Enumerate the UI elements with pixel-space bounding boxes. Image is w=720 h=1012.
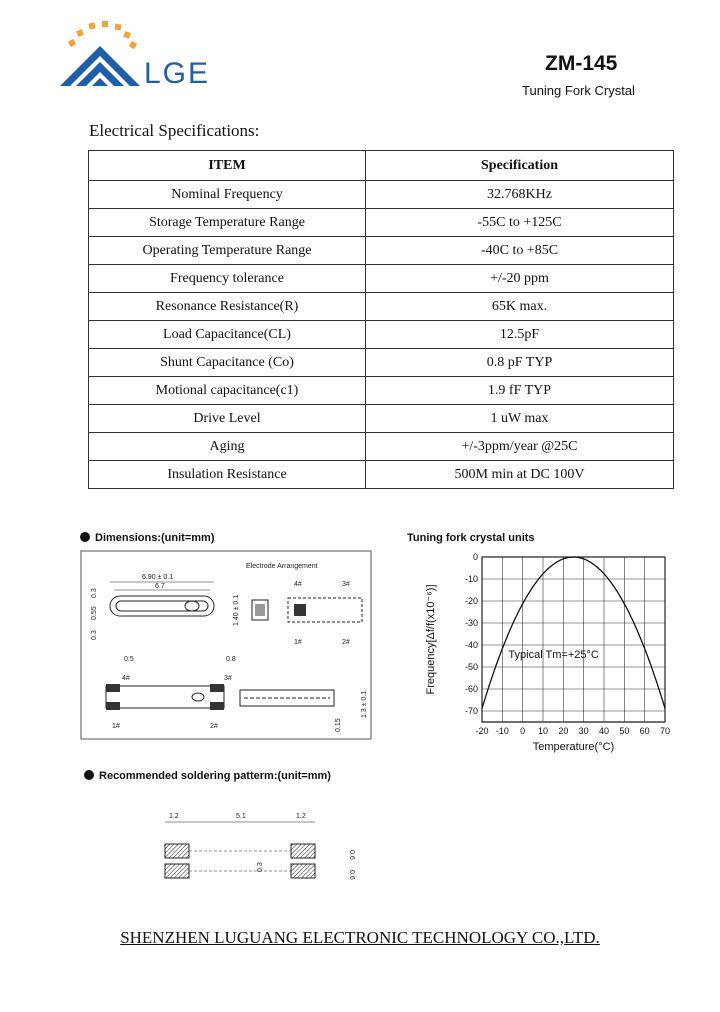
sun-rays-icon bbox=[68, 21, 137, 49]
table-row bbox=[89, 349, 674, 377]
dim-label: 1# bbox=[294, 639, 302, 646]
chart-y-tick-label: -70 bbox=[464, 706, 478, 716]
item-cell: Nominal Frequency bbox=[89, 181, 366, 209]
chart-x-axis-label: Temperature(°C) bbox=[532, 741, 615, 753]
product-code: ZM-145 bbox=[545, 52, 618, 75]
chart-x-tick-label: 50 bbox=[619, 726, 630, 736]
spec-cell: 1 uW max bbox=[366, 405, 674, 433]
table-row bbox=[89, 181, 674, 209]
dimensions-title bbox=[80, 532, 214, 544]
soldering-title bbox=[84, 770, 331, 782]
chart-y-tick-label: -50 bbox=[464, 662, 478, 672]
dim-label: 0.55 bbox=[91, 606, 98, 620]
chart-y-tick-label: -60 bbox=[464, 684, 478, 694]
company-footer: SHENZHEN LUGUANG ELECTRONIC TECHNOLOGY CO.,LTD. bbox=[120, 928, 600, 947]
dimensions-title-text: Dimensions:(unit=mm) bbox=[95, 532, 215, 544]
dim-label: 1.40 ± 0.1 bbox=[233, 594, 240, 626]
solder-label: 0.3 bbox=[257, 862, 264, 872]
company-logo bbox=[56, 18, 246, 96]
spec-cell: 500M min at DC 100V bbox=[366, 461, 674, 489]
table-row bbox=[89, 265, 674, 293]
dim-label: 6.7 bbox=[155, 583, 165, 590]
chart-series-line bbox=[482, 557, 665, 709]
dim-label: 0.3 bbox=[91, 630, 98, 640]
solder-label: 0.6 bbox=[348, 870, 355, 880]
table-row bbox=[89, 293, 674, 321]
dimensions-drawing bbox=[80, 550, 372, 740]
table-header-row bbox=[89, 151, 674, 181]
item-cell: Shunt Capacitance (Co) bbox=[89, 349, 366, 377]
solder-pad bbox=[291, 864, 315, 878]
chart-y-tick-label: -30 bbox=[464, 618, 478, 628]
chart-y-tick-label: -40 bbox=[464, 640, 478, 650]
solder-label: 1.2 bbox=[169, 813, 179, 820]
section-heading: Electrical Specifications: bbox=[89, 121, 260, 140]
item-cell: Storage Temperature Range bbox=[89, 209, 366, 237]
dim-label: 6.90 ± 0.1 bbox=[142, 574, 174, 581]
item-cell: Operating Temperature Range bbox=[89, 237, 366, 265]
electrode-label: Electrode Arrangement bbox=[246, 563, 318, 570]
column-header-item: ITEM bbox=[89, 151, 366, 181]
item-cell: Load Capacitance(CL) bbox=[89, 321, 366, 349]
tuning-chart-title: Tuning fork crystal units bbox=[407, 532, 535, 544]
dim-label: 0.8 bbox=[226, 656, 236, 663]
dim-label: 3# bbox=[342, 581, 350, 588]
table-row bbox=[89, 377, 674, 405]
chart-x-tick-label: 40 bbox=[598, 726, 610, 736]
item-cell: Motional capacitance(c1) bbox=[89, 377, 366, 405]
spec-cell: 65K max. bbox=[366, 293, 674, 321]
spec-table bbox=[88, 150, 674, 489]
solder-label: 5.1 bbox=[236, 813, 246, 820]
dim-label: 2# bbox=[210, 723, 218, 730]
chart-y-tick-label: -20 bbox=[464, 596, 478, 606]
crystal-bottom-view bbox=[106, 686, 224, 708]
drawing-frame bbox=[81, 551, 371, 739]
spec-cell: -55C to +125C bbox=[366, 209, 674, 237]
chart-plot-area bbox=[482, 557, 665, 722]
table-row bbox=[89, 209, 674, 237]
dim-label: 0.15 bbox=[335, 718, 342, 732]
table-row bbox=[89, 433, 674, 461]
spec-cell: +/-20 ppm bbox=[366, 265, 674, 293]
dim-label: 3# bbox=[224, 675, 232, 682]
chart-annotation: Typical Tm=+25°C bbox=[508, 649, 599, 662]
logo-text: LGE bbox=[144, 57, 211, 90]
chart-y-axis-label: Frequency[Δf/f(x10⁻⁶)] bbox=[425, 584, 437, 695]
solder-pad bbox=[291, 844, 315, 858]
bullet-icon bbox=[80, 532, 90, 542]
dim-label: 2# bbox=[342, 639, 350, 646]
soldering-drawing bbox=[150, 800, 370, 890]
chart-ticks bbox=[465, 552, 670, 736]
dim-label: 4# bbox=[294, 581, 302, 588]
spec-cell: +/-3ppm/year @25C bbox=[366, 433, 674, 461]
spec-cell: 1.9 fF TYP bbox=[366, 377, 674, 405]
dim-label: 1.3 ± 0.1 bbox=[361, 690, 368, 718]
solder-pad bbox=[165, 844, 189, 858]
chart-y-tick-label: 0 bbox=[472, 552, 478, 562]
dim-label: 0.5 bbox=[124, 656, 134, 663]
table-row bbox=[89, 405, 674, 433]
roof-mark-icon bbox=[60, 46, 140, 86]
item-cell: Resonance Resistance(R) bbox=[89, 293, 366, 321]
chart-x-tick-label: 20 bbox=[558, 726, 569, 736]
spec-cell: 0.8 pF TYP bbox=[366, 349, 674, 377]
chart-x-tick-label: 60 bbox=[639, 726, 650, 736]
product-description: Tuning Fork Crystal bbox=[522, 83, 635, 98]
solder-pad bbox=[165, 864, 189, 878]
solder-label: 0.6 bbox=[348, 850, 355, 860]
soldering-title-text: Recommended soldering patterm:(unit=mm) bbox=[99, 770, 331, 782]
chart-y-tick-label: -10 bbox=[464, 574, 478, 584]
table-row bbox=[89, 461, 674, 489]
column-header-spec: Specification bbox=[366, 151, 674, 181]
chart-x-tick-label: -10 bbox=[495, 726, 509, 736]
item-cell: Aging bbox=[89, 433, 366, 461]
chart-x-tick-label: 10 bbox=[537, 726, 549, 736]
item-cell: Insulation Resistance bbox=[89, 461, 366, 489]
spec-cell: 32.768KHz bbox=[366, 181, 674, 209]
dim-label: 1# bbox=[112, 723, 120, 730]
table-row bbox=[89, 237, 674, 265]
spec-cell: 12.5pF bbox=[366, 321, 674, 349]
chart-x-tick-label: 30 bbox=[578, 726, 589, 736]
chart-grid bbox=[482, 557, 665, 722]
chart-x-tick-label: 0 bbox=[520, 726, 526, 736]
chart-x-tick-label: -20 bbox=[475, 726, 489, 736]
chart-x-tick-label: 70 bbox=[659, 726, 671, 736]
spec-cell: -40C to +85C bbox=[366, 237, 674, 265]
bullet-icon bbox=[84, 770, 94, 780]
item-cell: Drive Level bbox=[89, 405, 366, 433]
dim-label: 0.3 bbox=[91, 588, 98, 598]
table-row bbox=[89, 321, 674, 349]
item-cell: Frequency tolerance bbox=[89, 265, 366, 293]
dim-label: 4# bbox=[122, 675, 130, 682]
solder-label: 1.2 bbox=[296, 813, 306, 820]
tuning-chart bbox=[420, 545, 680, 760]
